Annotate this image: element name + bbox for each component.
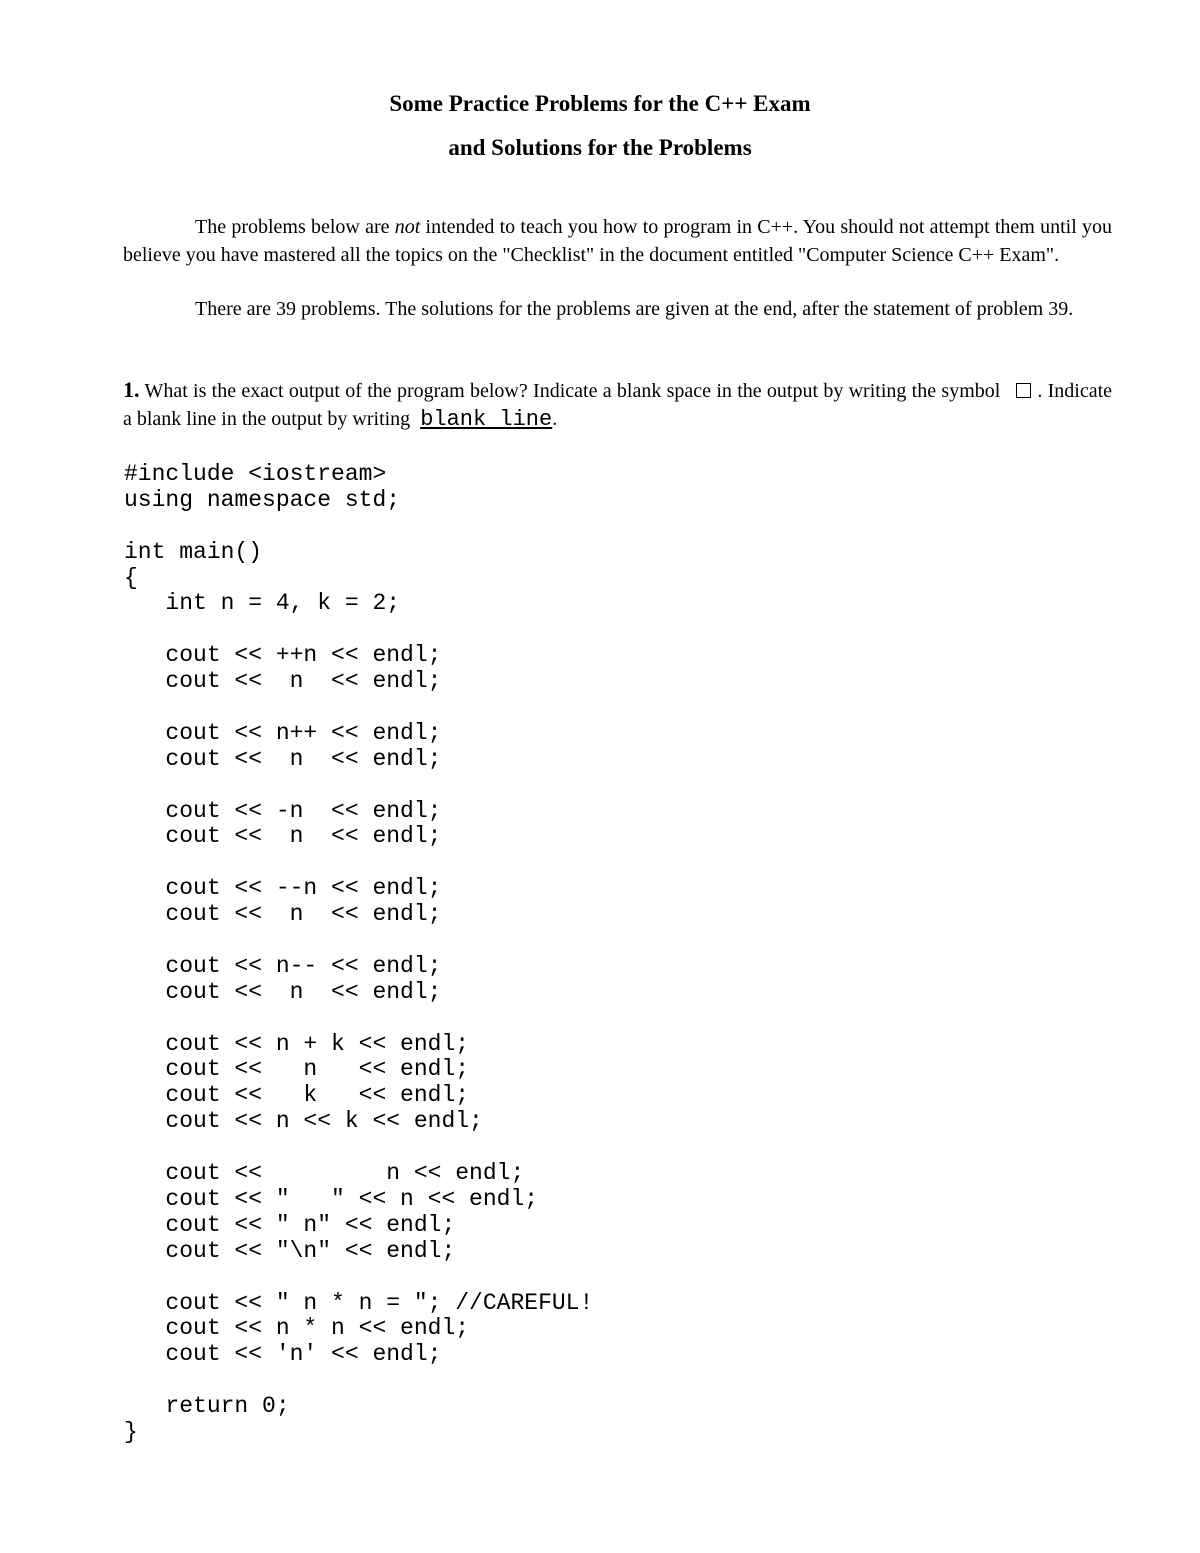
intro-emphasis: not bbox=[394, 216, 421, 238]
code-line: int n = 4, k = 2; bbox=[124, 590, 401, 617]
code-line: cout << n << endl; bbox=[124, 901, 442, 928]
blank-space-symbol-icon bbox=[1016, 383, 1031, 398]
code-line: cout << " n * n = "; //CAREFUL! bbox=[124, 1289, 594, 1316]
intro-paragraph-1 bbox=[123, 214, 1112, 269]
code-line: cout << " " << n << endl; bbox=[124, 1185, 539, 1212]
code-line: cout << n << endl; bbox=[124, 978, 442, 1005]
code-listing bbox=[124, 462, 593, 1446]
code-line: cout << n * n << endl; bbox=[124, 1315, 470, 1342]
intro-text-2: There are 39 problems. The solutions for the problems are given at the end, after the statement of problem 39. bbox=[195, 298, 1074, 320]
code-line: #include <iostream> bbox=[124, 461, 387, 487]
code-line bbox=[124, 514, 593, 540]
code-line bbox=[124, 695, 593, 721]
blank-line-label: blank line bbox=[420, 407, 553, 432]
intro-text-after: intended to teach you how to program in C++. You should not attempt them until you believe you have mastered all the topics on the "Checklist" in the document entitled "Computer Science C++ Exam". bbox=[123, 216, 1112, 266]
code-line: cout << n << endl; bbox=[124, 668, 442, 695]
code-line: cout << k << endl; bbox=[124, 1082, 470, 1109]
code-line bbox=[124, 773, 593, 799]
code-line: return 0; bbox=[124, 1393, 290, 1420]
code-line: cout << -n << endl; bbox=[124, 797, 442, 824]
code-line: cout << "\n" << endl; bbox=[124, 1237, 456, 1264]
code-line bbox=[124, 1265, 593, 1291]
problem-number: 1. bbox=[123, 377, 140, 402]
code-line: cout << n++ << endl; bbox=[124, 719, 442, 746]
code-line: cout << n << endl; bbox=[124, 1160, 525, 1187]
code-line bbox=[124, 1135, 593, 1161]
code-line bbox=[124, 1006, 593, 1032]
code-line: cout << 'n' << endl; bbox=[124, 1341, 442, 1368]
code-line: cout << n + k << endl; bbox=[124, 1030, 470, 1057]
code-line: { bbox=[124, 564, 138, 591]
code-line bbox=[124, 1368, 593, 1394]
code-line: cout << n << k << endl; bbox=[124, 1108, 483, 1135]
document-title: Some Practice Problems for the C++ Exam bbox=[389, 91, 811, 116]
code-line: int main() bbox=[124, 538, 263, 565]
code-line: cout << n << endl; bbox=[124, 823, 442, 850]
code-line: cout << n << endl; bbox=[124, 745, 442, 772]
code-line: cout << ++n << endl; bbox=[124, 642, 442, 669]
intro-text-before: The problems below are bbox=[195, 216, 395, 238]
problem-text-1: What is the exact output of the program below? Indicate a blank space in the output by writing the symbol bbox=[144, 380, 1001, 402]
problem-text-end: . bbox=[552, 408, 558, 430]
code-line: } bbox=[124, 1418, 138, 1445]
problem-text-2: . Indicate a blank line in the output by writing bbox=[123, 380, 1113, 430]
intro-paragraph-2 bbox=[123, 296, 1112, 324]
code-line: cout << " n" << endl; bbox=[124, 1211, 456, 1238]
code-line: cout << n-- << endl; bbox=[124, 952, 442, 979]
code-line: cout << n << endl; bbox=[124, 1056, 470, 1083]
code-line bbox=[124, 850, 593, 876]
problem-1-statement bbox=[123, 376, 1112, 434]
code-line bbox=[124, 617, 593, 643]
code-line bbox=[124, 928, 593, 954]
code-line: cout << --n << endl; bbox=[124, 875, 442, 902]
document-subtitle: and Solutions for the Problems bbox=[448, 135, 752, 160]
code-line: using namespace std; bbox=[124, 486, 401, 513]
